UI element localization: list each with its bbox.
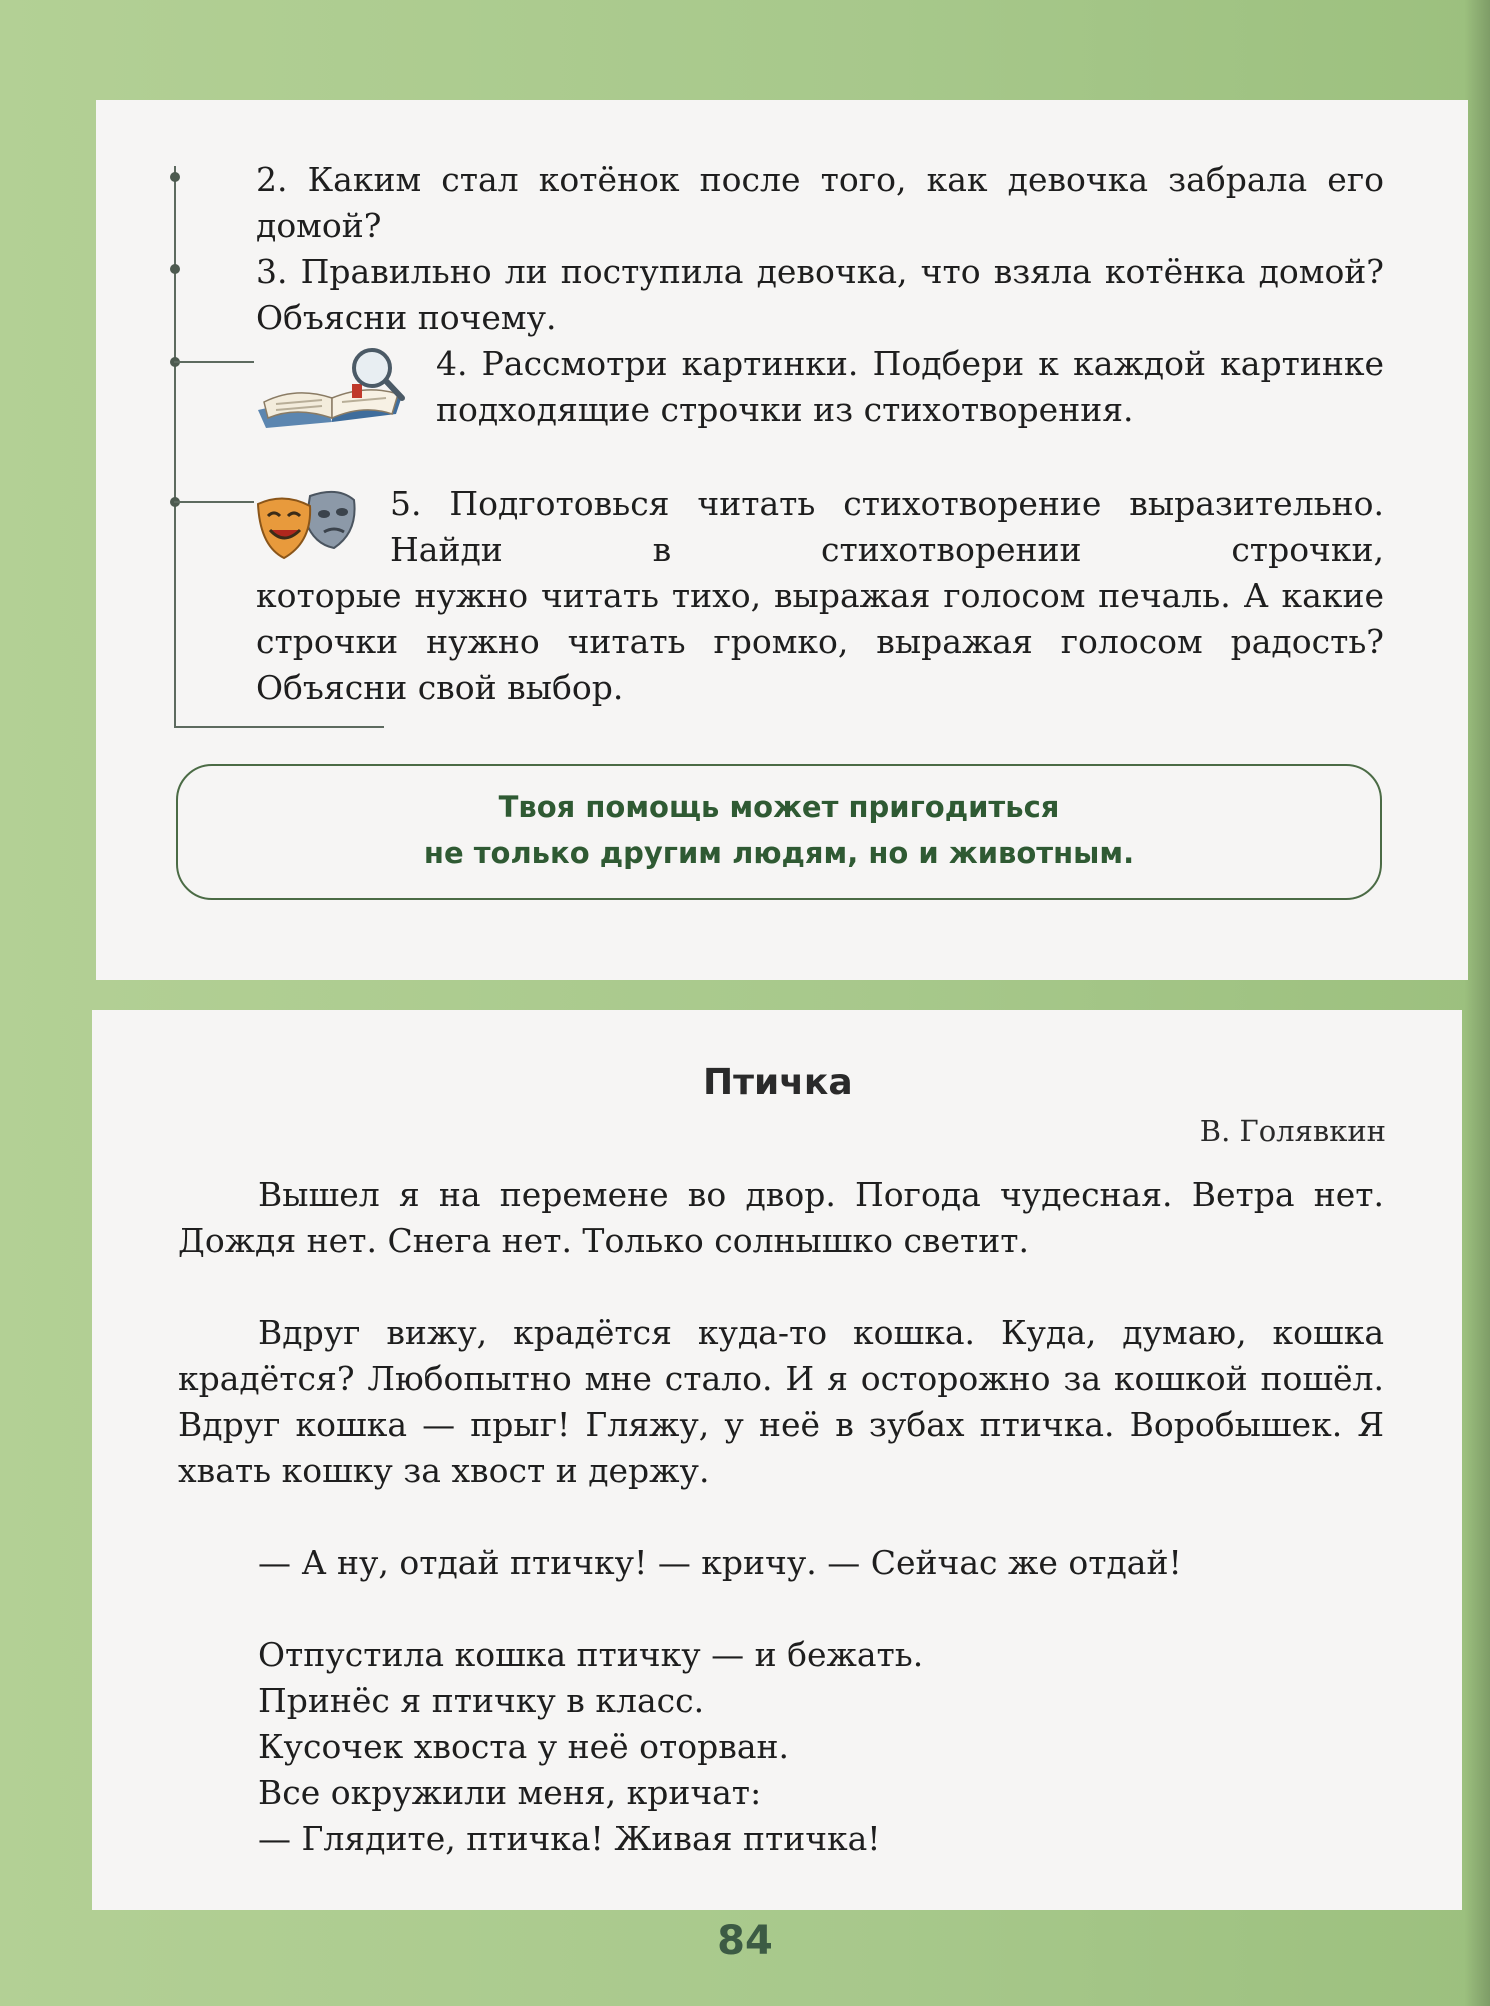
story-paragraph-7: Все окружили меня, кричат: (258, 1773, 762, 1812)
questions-bracket-line (174, 166, 176, 728)
page-number: 84 (717, 1918, 773, 1964)
tip-line-2: не только другим людям, но и животным. (423, 836, 1135, 870)
question-5-first: 5. Подготовься читать стихотворение выразительно. Найди в стихотворении строчки, (390, 484, 1384, 569)
questions-bracket-foot (174, 726, 384, 728)
story-paragraph-6: Кусочек хвоста у неё оторван. (258, 1727, 790, 1766)
question-5-rest: которые нужно читать тихо, выражая голосом печаль. А какие строчки нужно читать громко, выражая голосом радость? Объясни свой выбор. (256, 576, 1384, 707)
tip-line-1: Твоя помощь может пригодиться (498, 790, 1060, 824)
theatre-masks-icon (254, 486, 364, 566)
question-3-bullet (170, 264, 180, 274)
story-paragraph-8: — Глядите, птичка! Живая птичка! (258, 1819, 881, 1858)
story-paragraph-3: — А ну, отдай птичку! — кричу. — Сейчас же отдай! (258, 1543, 1182, 1582)
story-paragraph-5: Принёс я птичку в класс. (258, 1681, 705, 1720)
question-4: 4. Рассмотри картинки. Подбери к каждой картинке подходящие строчки из стихотворения. (436, 344, 1384, 429)
book-magnifier-icon (252, 344, 412, 434)
story-title: Птичка (703, 1062, 853, 1103)
question-3: 3. Правильно ли поступила девочка, что взяла котёнка домой? Объясни почему. (256, 252, 1384, 337)
question-2-bullet (170, 172, 180, 182)
question-2: 2. Каким стал котёнок после того, как девочка забрала его домой? (256, 160, 1384, 245)
story-paragraph-2: Вдруг вижу, крадётся куда-то кошка. Куда, думаю, кошка крадётся? Любопытно мне стало. И я осторожно за кошкой пошёл. Вдруг кошка — прыг! Гляжу, у неё в зубах птичка. Воробышек. Я хвать кошку за хвост и держу. (178, 1313, 1384, 1490)
story-author: В. Голявкин (1199, 1114, 1386, 1148)
story-paragraph-1: Вышел я на перемене во двор. Погода чудесная. Ветра нет. Дождя нет. Снега нет. Только солнышко светит. (178, 1175, 1384, 1260)
question-5-connector (174, 501, 254, 503)
story-paragraph-4: Отпустила кошка птичку — и бежать. (258, 1635, 924, 1674)
question-4-connector (174, 361, 254, 363)
tip-box (176, 764, 1382, 900)
